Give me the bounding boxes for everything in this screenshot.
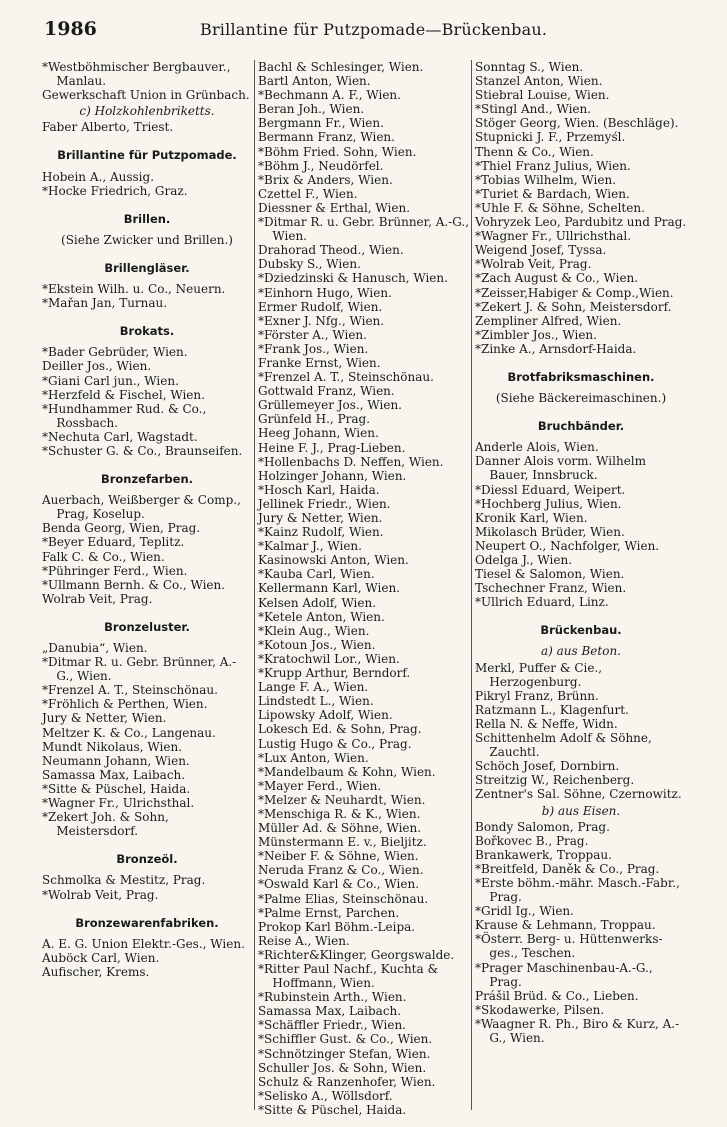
directory-entry: Schmolka & Mestitz, Prag. <box>42 873 206 888</box>
directory-entry: Lustig Hugo & Co., Prag. <box>258 736 412 751</box>
directory-entry: Sonntag S., Wien. <box>475 60 584 74</box>
directory-entry: A. E. G. Union Elektr.-Ges., Wien. <box>42 936 245 951</box>
directory-entry: *Frank Jos., Wien. <box>258 341 369 356</box>
directory-entry: *Rubinstein Arth., Wien. <box>258 990 407 1005</box>
directory-entry: Kellermann Karl, Wien. <box>258 581 400 596</box>
directory-entry: *Richter&Klinger, Georgswalde. <box>258 947 455 962</box>
directory-entry: *Selisko A., Wöllsdorf. <box>258 1088 393 1103</box>
directory-entry: Samassa Max, Laibach. <box>42 767 186 782</box>
directory-entry: *Ritter Paul Nachf., Kuchta & Hoffmann, Wien. <box>258 962 439 991</box>
directory-entry: *Hosch Karl, Haida. <box>258 482 380 497</box>
directory-entry: Franke Ernst, Wien. <box>258 355 381 370</box>
directory-entry: *Österr. Berg- u. Hüttenwerks-ges., Teschen. <box>475 932 663 961</box>
directory-entry: *Dziedzinski & Hanusch, Wien. <box>258 271 448 286</box>
section-heading: Bronzeluster. <box>104 619 190 634</box>
directory-entry: *Diessl Eduard, Weipert. <box>475 482 626 497</box>
section-heading: Brillen. <box>123 211 171 226</box>
directory-entry: *Neiber F. & Söhne, Wien. <box>258 849 419 864</box>
directory-entry: *Förster A., Wien. <box>258 327 367 342</box>
directory-entry: Heeg Johann, Wien. <box>258 426 379 441</box>
directory-entry: Auerbach, Weißberger & Comp., Prag, Koselup. <box>42 493 241 522</box>
directory-entry: *Krupp Arthur, Berndorf. <box>258 666 411 681</box>
directory-entry: *Wagner Fr., Ulrichsthal. <box>42 796 195 811</box>
directory-entry: Weigend Josef, Tyssa. <box>475 243 607 258</box>
column-divider <box>254 60 255 1110</box>
directory-entry: Lipowsky Adolf, Wien. <box>258 708 393 723</box>
section-heading: Bronzewarenfabriken. <box>75 915 219 930</box>
directory-entry: Kronik Karl, Wien. <box>475 510 588 525</box>
column-divider <box>471 60 472 1110</box>
directory-entry: Wolrab Veit, Prag. <box>42 591 153 606</box>
directory-entry: *Ullmann Bernh. & Co., Wien. <box>42 577 226 592</box>
section-heading: Bronzeöl. <box>116 852 178 867</box>
directory-entry: Tschechner Franz, Wien. <box>475 581 627 596</box>
directory-entry: Faber Alberto, Triest. <box>42 120 174 135</box>
section-heading: Bronzefarben. <box>100 472 194 487</box>
directory-entry: Holzinger Johann, Wien. <box>258 468 407 483</box>
directory-entry: Bořkovec B., Prag. <box>475 833 589 848</box>
directory-entry: *Nechuta Carl, Wagstadt. <box>42 429 198 444</box>
directory-entry: *Kainz Rudolf, Wien. <box>258 525 384 540</box>
directory-entry: Prokop Karl Böhm.-Leipa. <box>258 919 416 934</box>
directory-entry: Mikolasch Brüder, Wien. <box>475 524 625 539</box>
directory-entry: *Ketele Anton, Wien. <box>258 609 385 624</box>
directory-entry: Auböck Carl, Wien. <box>42 950 160 965</box>
directory-entry: *Zekert Joh. & Sohn, Meistersdorf. <box>42 810 169 839</box>
directory-column-3 <box>475 60 687 1045</box>
directory-entry: Neumann Johann, Wien. <box>42 753 190 768</box>
directory-entry: Grüllemeyer Jos., Wien. <box>258 398 402 413</box>
directory-entry: Falk C. & Co., Wien. <box>42 549 165 564</box>
directory-entry: Stöger Georg, Wien. (Beschläge). <box>475 116 679 131</box>
directory-entry: *Wagner Fr., Ullrichsthal. <box>475 229 632 244</box>
directory-entry: Streitzig W., Reichenberg. <box>475 773 635 788</box>
directory-entry: Ermer Rudolf, Wien. <box>258 299 383 314</box>
directory-entry: *Zinke A., Arnsdorf-Haida. <box>475 341 637 356</box>
directory-entry: Anderle Alois, Wien. <box>475 440 599 455</box>
directory-entry: *Bader Gebrüder, Wien. <box>42 345 188 360</box>
directory-entry: *Mandelbaum & Kohn, Wien. <box>258 764 436 779</box>
directory-entry: *Ekstein Wilh. u. Co., Neuern. <box>42 282 226 297</box>
directory-entry: *Böhm Fried. Sohn, Wien. <box>258 144 417 159</box>
subsection-label: b) aus Eisen. <box>541 803 621 818</box>
directory-entry: *Ditmar R. u. Gebr. Brünner, A.-G., Wien. <box>42 655 237 684</box>
directory-entry: *Brix & Anders, Wien. <box>258 172 393 187</box>
directory-entry: Gottwald Franz, Wien. <box>258 384 395 399</box>
directory-column-2 <box>258 60 470 1117</box>
directory-entry: *Schäffler Friedr., Wien. <box>258 1018 406 1033</box>
directory-entry: *Breitfeld, Daněk & Co., Prag. <box>475 861 660 876</box>
directory-entry: Neruda Franz & Co., Wien. <box>258 863 424 878</box>
directory-entry: *Einhorn Hugo, Wien. <box>258 285 392 300</box>
directory-entry: Stiebral Louise, Wien. <box>475 88 610 103</box>
directory-entry: *Hocke Friedrich, Graz. <box>42 183 188 198</box>
directory-entry: *Wolrab Veit, Prag. <box>475 257 592 272</box>
directory-entry: Diessner & Erthal, Wien. <box>258 200 411 215</box>
directory-entry: Grünfeld H., Prag. <box>258 412 371 427</box>
directory-entry: Beran Joh., Wien. <box>258 102 365 117</box>
directory-entry: *Klein Aug., Wien. <box>258 623 370 638</box>
directory-entry: *Frenzel A. T., Steinschönau. <box>42 683 218 698</box>
directory-entry: *Oswald Karl & Co., Wien. <box>258 877 420 892</box>
directory-entry: *Bechmann A. F., Wien. <box>258 88 401 103</box>
directory-entry: Krause & Lehmann, Troppau. <box>475 918 656 933</box>
directory-entry: Bermann Franz, Wien. <box>258 130 395 145</box>
directory-entry: Stanzel Anton, Wien. <box>475 74 603 89</box>
directory-entry: Schuller Jos. & Sohn, Wien. <box>258 1060 427 1075</box>
directory-entry: Odelga J., Wien. <box>475 553 573 567</box>
directory-entry: Merkl, Puffer & Cie., Herzogenburg. <box>475 660 603 689</box>
directory-entry: Bergmann Fr., Wien. <box>258 116 384 131</box>
page-header <box>0 18 727 46</box>
directory-entry: *Giani Carl jun., Wien. <box>42 373 179 388</box>
directory-entry: Schittenhelm Adolf & Söhne, Zauchtl. <box>475 731 652 760</box>
directory-entry: *Pühringer Ferd., Wien. <box>42 563 188 578</box>
directory-entry: Ratzmann L., Klagenfurt. <box>475 702 629 717</box>
directory-entry: *Kalmar J., Wien. <box>258 539 362 554</box>
directory-entry: *Zeisser,Habiger & Comp.,Wien. <box>475 285 674 300</box>
section-heading: Brokats. <box>119 324 175 339</box>
directory-entry: *Kauba Carl, Wien. <box>258 567 375 582</box>
directory-entry: Stupnicki J. F., Przemyśl. <box>475 130 626 145</box>
directory-entry: *Tobias Wilhelm, Wien. <box>475 172 617 187</box>
directory-entry: *Menschiga R. & K., Wien. <box>258 806 421 821</box>
directory-entry: *Herzfeld & Fischel, Wien. <box>42 387 205 402</box>
directory-entry: Bondy Salomon, Prag. <box>475 819 610 834</box>
directory-entry: *Zekert J. & Sohn, Meistersdorf. <box>475 299 672 314</box>
directory-entry: Rella N. & Neffe, Widn. <box>475 716 618 731</box>
directory-entry: *Stingl And., Wien. <box>475 102 592 117</box>
directory-entry: Prášil Brüd. & Co., Lieben. <box>475 988 639 1003</box>
directory-entry: Neupert O., Nachfolger, Wien. <box>475 538 660 553</box>
directory-entry: *Wolrab Veit, Prag. <box>42 887 159 902</box>
directory-entry: Danner Alois vorm. Wilhelm Bauer, Innsbruck. <box>475 454 647 483</box>
directory-entry: Aufischer, Krems. <box>42 964 150 979</box>
directory-entry: Lange F. A., Wien. <box>258 680 369 695</box>
directory-entry: *Prager Maschinenbau-A.-G., Prag. <box>475 960 653 989</box>
directory-entry: *Mařan Jan, Turnau. <box>42 296 168 311</box>
directory-entry: *Kratochwil Lor., Wien. <box>258 651 400 666</box>
directory-entry: *Fröhlich & Perthen, Wien. <box>42 697 208 712</box>
directory-entry: Mundt Nikolaus, Wien. <box>42 739 183 754</box>
directory-entry: Bartl Anton, Wien. <box>258 74 371 89</box>
section-heading: Bruchbänder. <box>537 419 625 434</box>
directory-entry: *Hundhammer Rud. & Co., Rossbach. <box>42 401 207 430</box>
directory-entry: *Ditmar R. u. Gebr. Brünner, A.-G., Wien. <box>258 215 470 244</box>
directory-column-1 <box>42 60 252 979</box>
directory-entry: Jury & Netter, Wien. <box>42 711 167 726</box>
directory-entry: *Melzer & Neuhardt, Wien. <box>258 792 426 807</box>
directory-entry: *Kotoun Jos., Wien. <box>258 637 376 652</box>
directory-entry: *Hochberg Julius, Wien. <box>475 496 622 511</box>
directory-entry: Zentner's Sal. Söhne, Czernowitz. <box>475 787 682 802</box>
directory-entry: *Uhle F. & Söhne, Schelten. <box>475 200 645 215</box>
directory-entry: *Schuster G. & Co., Braunseifen. <box>42 443 243 458</box>
section-heading: Brotfabriksmaschinen. <box>507 369 655 384</box>
page-number: 1986 <box>44 18 97 40</box>
directory-entry: Pikryl Franz, Brünn. <box>475 688 599 703</box>
directory-entry: Müller Ad. & Söhne, Wien. <box>258 821 422 836</box>
directory-entry: *Sitte & Püschel, Haida. <box>258 1102 407 1117</box>
directory-entry: *Hollenbachs D. Neffen, Wien. <box>258 454 444 469</box>
directory-entry: *Mayer Ferd., Wien. <box>258 778 382 793</box>
directory-entry: Zempliner Alfred, Wien. <box>475 313 622 328</box>
directory-entry: Hobein A., Aussig. <box>42 169 155 184</box>
directory-entry: Benda Georg, Wien, Prag. <box>42 521 201 536</box>
directory-entry: *Beyer Eduard, Teplitz. <box>42 535 185 550</box>
section-heading: Brillantine für Putzpomade. <box>57 148 237 163</box>
directory-entry: Deiller Jos., Wien. <box>42 359 152 374</box>
directory-entry: Dubsky S., Wien. <box>258 257 361 272</box>
directory-entry: *Palme Ernst, Parchen. <box>258 905 400 920</box>
directory-entry: Schulz & Ranzenhofer, Wien. <box>258 1074 436 1089</box>
directory-entry: Drahorad Theod., Wien. <box>258 243 404 258</box>
directory-entry: *Turiet & Bardach, Wien. <box>475 186 630 201</box>
directory-entry: *Sitte & Püschel, Haida. <box>42 781 191 796</box>
directory-entry: *Ullrich Eduard, Linz. <box>475 595 609 610</box>
directory-entry: „Danubia“, Wien. <box>42 641 148 655</box>
page-title: Brillantine für Putzpomade—Brückenbau. <box>200 20 548 39</box>
directory-entry: Münstermann E. v., Bieljitz. <box>258 835 427 850</box>
directory-entry: *Gridl Ig., Wien. <box>475 904 574 919</box>
directory-entry: *Waagner R. Ph., Biro & Kurz, A.-G., Wien. <box>475 1016 680 1045</box>
subsection-label: a) aus Beton. <box>540 644 621 659</box>
directory-entry: Samassa Max, Laibach. <box>258 1004 402 1019</box>
directory-entry: Heine F. J., Prag-Lieben. <box>258 440 406 455</box>
directory-entry: *Exner J. Nfg., Wien. <box>258 313 385 328</box>
directory-entry: *Zimbler Jos., Wien. <box>475 327 597 342</box>
directory-entry: *Lux Anton, Wien. <box>258 750 369 765</box>
directory-entry: *Palme Elias, Steinschönau. <box>258 891 429 906</box>
directory-entry: Jury & Netter, Wien. <box>258 511 383 525</box>
section-heading: Brillengläser. <box>104 260 190 275</box>
directory-entry: *Schiffler Gust. & Co., Wien. <box>258 1032 433 1047</box>
directory-entry: Gewerkschaft Union in Grünbach. <box>42 88 250 103</box>
directory-entry: Lokesch Ed. & Sohn, Prag. <box>258 722 422 737</box>
directory-entry: *Böhm J., Neudörfel. <box>258 158 384 173</box>
section-heading: Brückenbau. <box>540 623 622 638</box>
directory-entry: Tiesel & Salomon, Wien. <box>475 567 625 582</box>
directory-entry: *Schnötzinger Stefan, Wien. <box>258 1046 431 1061</box>
directory-entry: Reise A., Wien. <box>258 933 350 948</box>
directory-entry: *Erste böhm.-mähr. Masch.-Fabr., Prag. <box>475 875 680 905</box>
subsection-label: c) Holzkohlenbriketts. <box>79 104 215 119</box>
directory-entry: Brankawerk, Troppau. <box>475 847 612 862</box>
directory-entry: *Zach August & Co., Wien. <box>475 271 639 286</box>
directory-entry: Jellinek Friedr., Wien. <box>258 496 391 511</box>
directory-entry: Kasinowski Anton, Wien. <box>258 553 409 568</box>
directory-entry: Bachl & Schlesinger, Wien. <box>258 60 424 74</box>
directory-entry: *Thiel Franz Julius, Wien. <box>475 158 631 173</box>
directory-entry: Vohryzek Leo, Pardubitz und Prag. <box>475 215 687 230</box>
directory-entry: Schöch Josef, Dornbirn. <box>475 759 620 774</box>
directory-entry: *Westböhmischer Bergbauver., Manlau. <box>42 60 231 89</box>
directory-entry: Lindstedt L., Wien. <box>258 694 374 709</box>
directory-entry: Meltzer K. & Co., Langenau. <box>42 725 216 740</box>
directory-entry: Thenn & Co., Wien. <box>475 144 594 159</box>
directory-entry: Kelsen Adolf, Wien. <box>258 595 377 610</box>
directory-entry: *Frenzel A. T., Steinschönau. <box>258 370 434 385</box>
cross-reference-note: (Siehe Zwicker und Brillen.) <box>61 232 233 247</box>
cross-reference-note: (Siehe Bäckereimaschinen.) <box>495 391 667 406</box>
directory-entry: *Skodawerke, Pilsen. <box>475 1002 605 1017</box>
directory-entry: Czettel F., Wien. <box>258 186 358 201</box>
